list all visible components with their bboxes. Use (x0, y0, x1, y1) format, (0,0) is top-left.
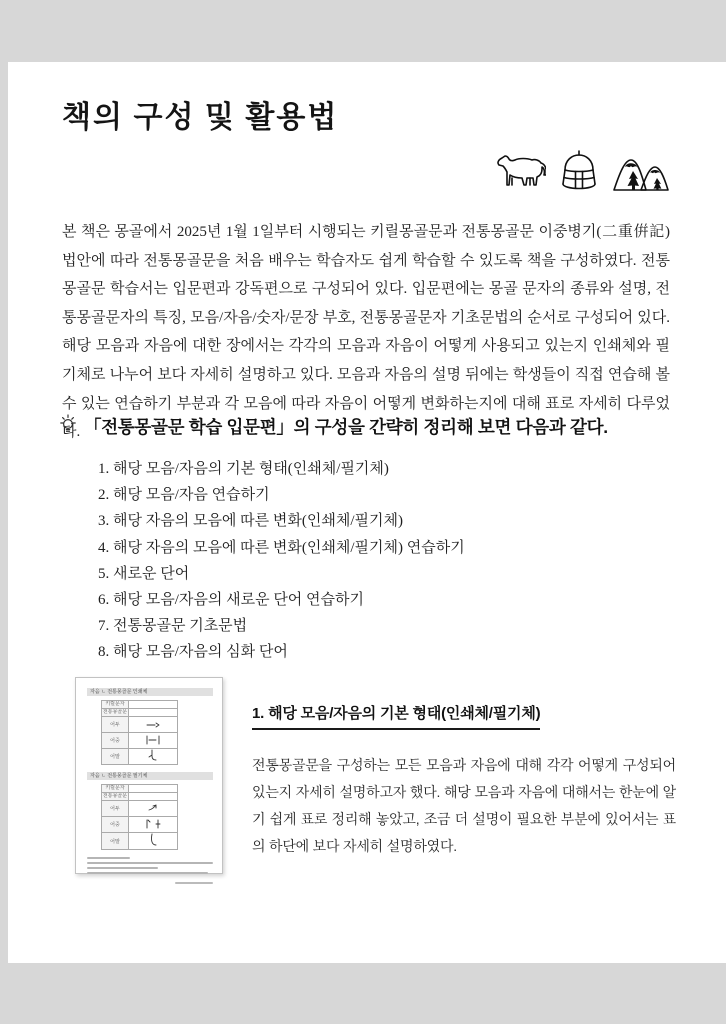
detail-heading: 1. 해당 모음/자음의 기본 형태(인쇄체/필기체) (252, 702, 540, 730)
footnote-line (87, 872, 208, 874)
section-heading-row (60, 414, 660, 439)
mongol-glyph (129, 833, 178, 850)
thumb-row-label: 전통몽골문 (102, 709, 128, 715)
thumb-row-label: 어말 (102, 833, 129, 850)
toc-item: 5. 새로운 단어 (98, 565, 190, 582)
toc-item: 4. 해당 자음의 모음에 따른 변화(인쇄체/필기체) 연습하기 (98, 539, 465, 556)
decorative-icon-row (492, 150, 652, 192)
toc-item: 7. 전통몽골문 기초문법 (98, 618, 248, 635)
toc-list (98, 456, 618, 666)
thumb-row-label: 키릴문자 (102, 701, 129, 709)
mongol-glyph (129, 817, 178, 833)
sample-page-thumbnail (75, 677, 223, 874)
intro-paragraph: 본 책은 몽골에서 2025년 1월 1일부터 시행되는 키릴몽골문과 전통몽골문 이중병기(二重倂記) 법안에 따라 전통몽골문을 처음 배우는 학습자도 쉽게 학습할 수 있도록 책을 구성하였다. 전통몽골문 학습서는 입문편과 강독편으로 구성되어 있다. 입문편에는 몽골 문자의 종류와 설명, 전통몽골문자의 특징, 모음/자음/숫자/문장 부호, 전통몽골문자 기초문법의 순서로 구성되어 있다. 해당 모음과 자음에 대한 장에서는 각각의 모음과 자음이 어떻게 사용되고 있는지 인쇄체와 필기체로 나누어 보다 자세히 설명하고 있다. 모음과 자음의 설명 뒤에는 학생들이 직접 연습해 볼 수 있는 연습하기 부분과 각 모음에 따라 자음이 어떻게 변화하는지에 대해 표로 자세히 다루었다. (62, 224, 670, 441)
thumb-table-print (101, 700, 178, 765)
thumb-row-label: 어중 (102, 733, 129, 749)
mongol-glyph (129, 801, 178, 817)
thumb-title-bar-script: 자음 ㄴ 전통몽골문 필기체 (87, 772, 213, 780)
mongol-glyph (129, 717, 178, 733)
thumb-row-label: 전통몽골문 (102, 793, 128, 799)
thumb-footnotes (87, 857, 213, 874)
horse-icon (492, 152, 546, 192)
footnote-line (87, 867, 158, 869)
mongol-glyph (129, 733, 178, 749)
detail-paragraph: 전통몽골문을 구성하는 모든 모음과 자음에 대해 각각 어떻게 구성되어 있는지 자세히 설명하고자 했다. 해당 모음과 자음에 대해서는 한눈에 알기 쉽게 표로 정리해 놓았고, 조금 더 설명이 필요한 부분에 있어서는 표의 하단에 보다 자세히 설명하였다. (252, 757, 676, 854)
toc-item: 3. 해당 자음의 모음에 따른 변화(인쇄체/필기체) (98, 513, 403, 530)
thumb-row-label: 키릴문자 (102, 785, 129, 793)
mountains-icon (612, 154, 670, 192)
thumb-page-footer (175, 882, 213, 884)
toc-item: 1. 해당 모음/자음의 기본 형태(인쇄체/필기체) (98, 461, 389, 477)
thumb-row-label: 어두 (102, 717, 129, 733)
toc-item: 2. 해당 모음/자음 연습하기 (98, 487, 270, 504)
thumb-table-script (101, 784, 178, 850)
mongol-glyph (129, 749, 178, 765)
yurt-icon (558, 150, 600, 192)
toc-item: 6. 해당 모음/자음의 새로운 단어 연습하기 (98, 591, 365, 608)
thumb-row-label: 어두 (102, 801, 129, 817)
footnote-line (87, 862, 213, 864)
page-title: 책의 구성 및 활용법 (62, 101, 339, 134)
toc-item: 8. 해당 모음/자음의 심화 단어 (98, 644, 288, 661)
paper-sheet (8, 62, 726, 963)
section-heading: 「전통몽골문 학습 입문편」의 구성을 간략히 정리해 보면 다음과 같다. (84, 417, 608, 437)
thumb-row-label: 어말 (102, 749, 129, 765)
thumb-title-bar-print: 자음 ㄴ 전통몽골문 인쇄체 (87, 688, 213, 696)
lightbulb-icon (60, 414, 76, 439)
footnote-line (87, 857, 130, 859)
thumb-row-label: 어중 (102, 817, 129, 833)
